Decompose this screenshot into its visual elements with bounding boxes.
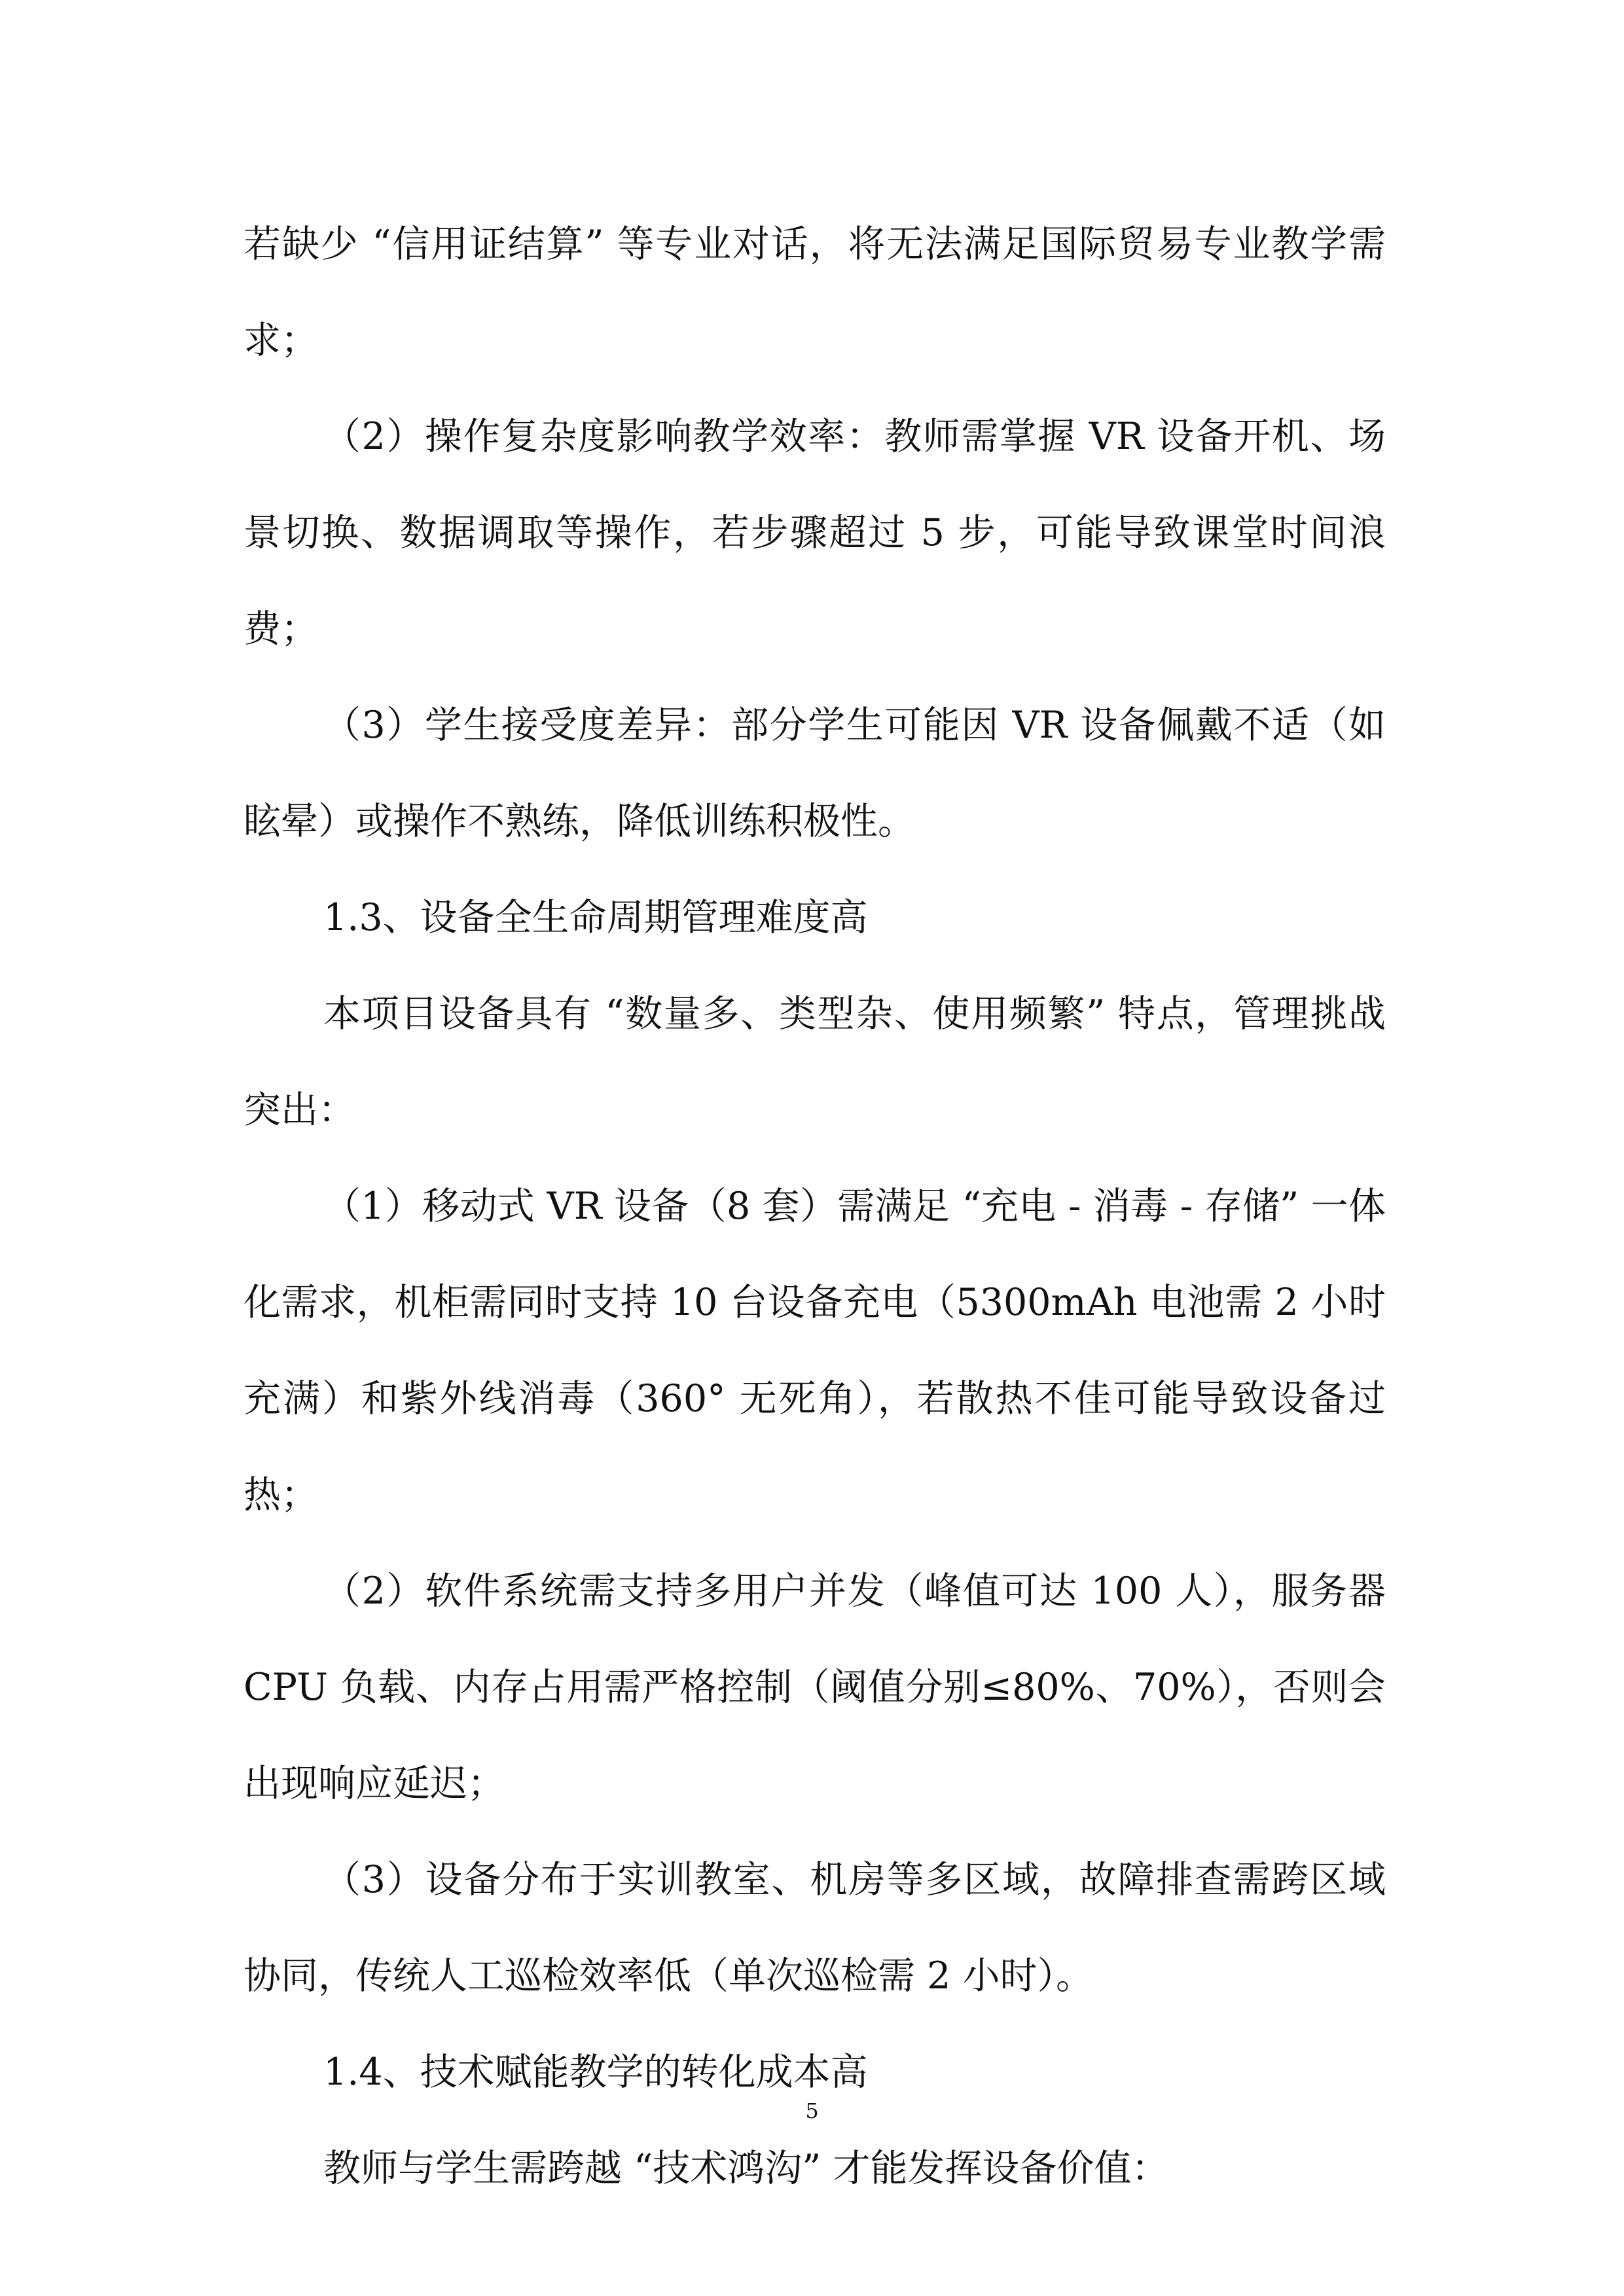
paragraph: （3）设备分布于实训教室、机房等多区域，故障排查需跨区域协同，传统人工巡检效率低（单次巡检需 2 小时）。 [244,1858,1386,1998]
page-number: 5 [805,2098,819,2123]
paragraph: （2）软件系统需支持多用户并发（峰值可达 100 人），服务器 CPU 负载、内存占用需严格控制（阈值分别≤80%、70%），否则会出现响应延迟； [244,1570,1386,1805]
paragraph: （2）操作复杂度影响教学效率：教师需掌握 VR 设备开机、场景切换、数据调取等操作，若步骤超过 5 步，可能导致课堂时间浪费； [244,415,1386,651]
paragraph: 教师与学生需跨越 “技术鸿沟” 才能发挥设备价值： [323,2147,1169,2190]
paragraph: （1）移动式 VR 设备（8 套）需满足 “充电 - 消毒 - 存储” 一体化需求，机柜需同时支持 10 台设备充电（5300mAh 电池需 2 小时充满）和紫外线消毒（360° 无死角），若散热不佳可能导致设备过热； [244,1185,1386,1516]
paragraph: 本项目设备具有 “数量多、类型杂、使用频繁” 特点，管理挑战突出： [244,992,1386,1132]
section-heading: 1.3、设备全生命周期管理难度高 [323,896,868,939]
section-heading: 1.4、技术赋能教学的转化成本高 [323,2051,868,2094]
document-body [244,196,1386,2217]
paragraph: （3）学生接受度差异：部分学生可能因 VR 设备佩戴不适（如眩晕）或操作不熟练，降低训练积极性。 [244,704,1386,843]
paragraph: 若缺少 “信用证结算” 等专业对话，将无法满足国际贸易专业教学需求； [244,223,1386,362]
